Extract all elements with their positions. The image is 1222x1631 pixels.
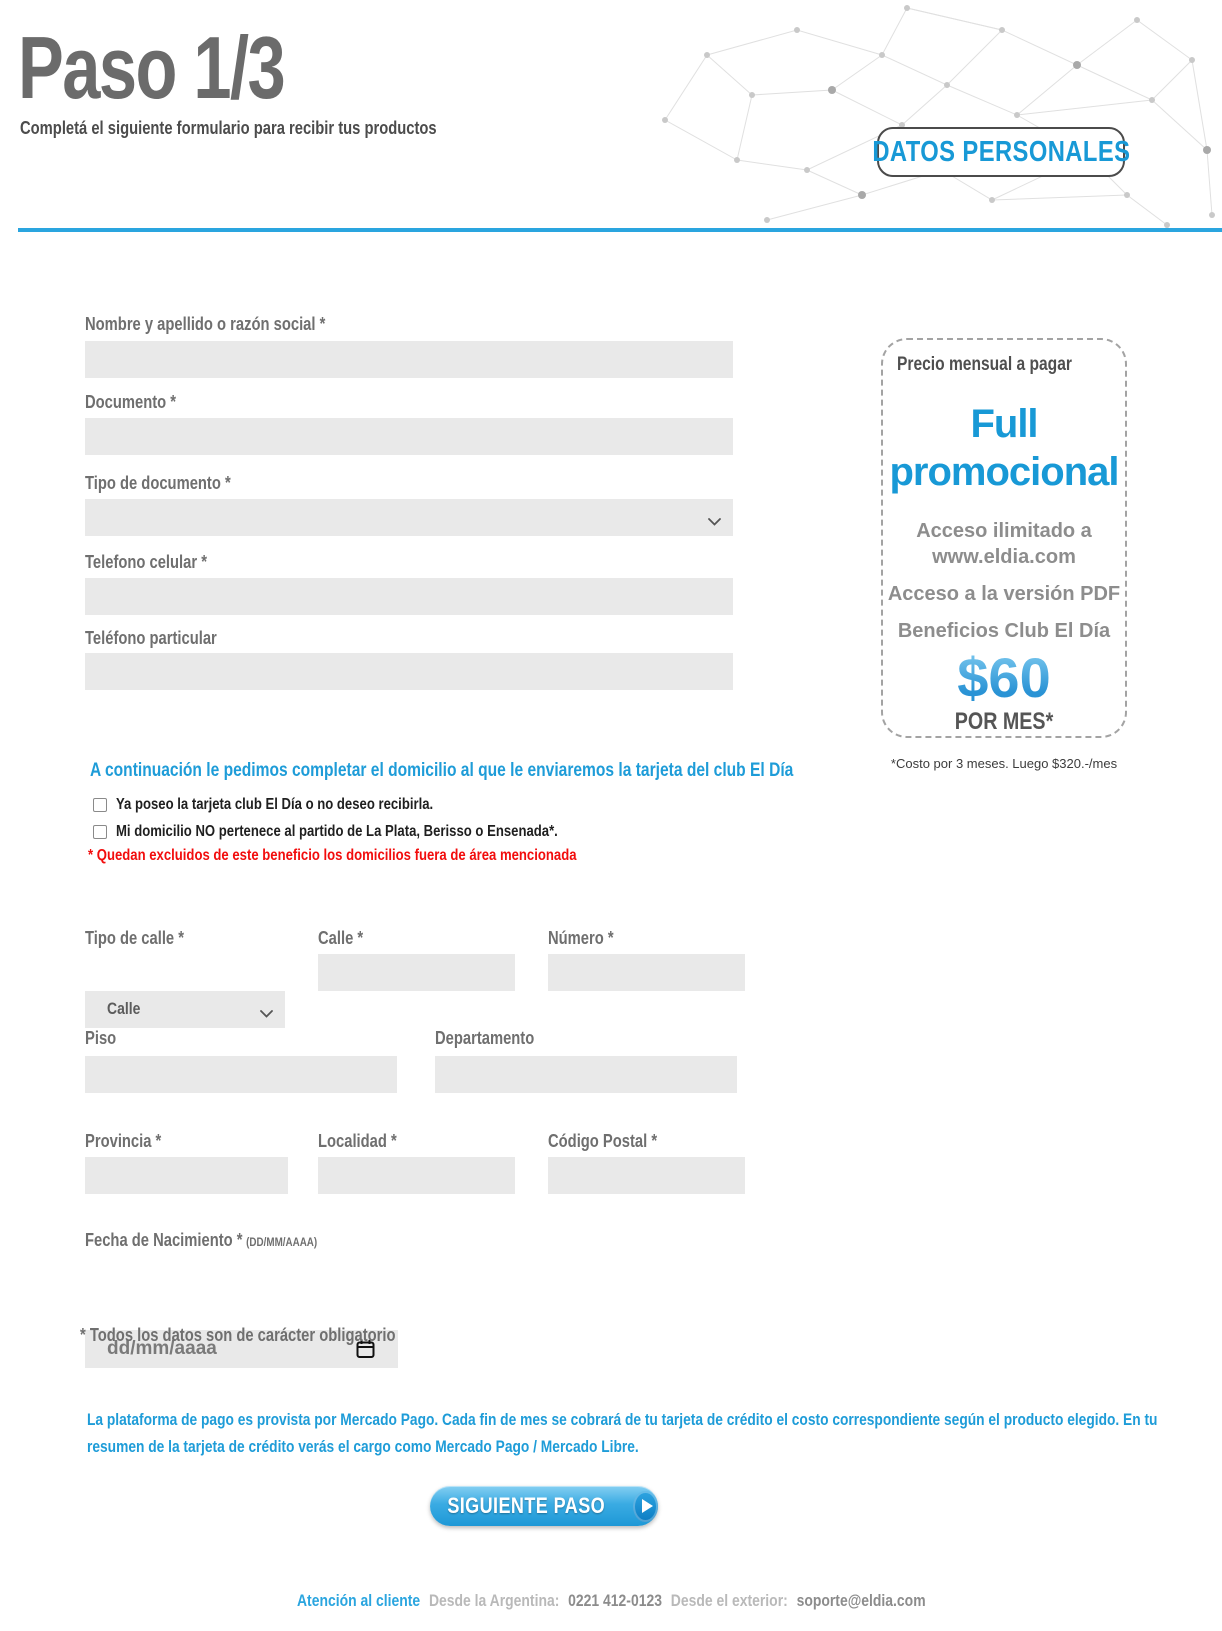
province-label: Provincia * xyxy=(85,1131,162,1151)
payment-note: La plataforma de pago es provista por Mercado Pago. Cada fin de mes se cobrará de tu tarjeta de crédito el costo correspondiente según el producto elegido. En tu resumen de la tarjeta de crédito verás el cargo como Mercado Pago / Mercado Libre. xyxy=(87,1410,1158,1456)
birthdate-label-wrap xyxy=(85,1230,368,1251)
plan-benefit: Acceso a la versión PDF xyxy=(887,583,1121,605)
chevron-down-icon xyxy=(708,513,721,531)
locality-input[interactable] xyxy=(318,1157,515,1194)
document-type-label: Tipo de documento * xyxy=(85,473,231,493)
price-footnote: *Costo por 3 meses. Luego $320.-/mes xyxy=(890,756,1118,771)
number-label: Número * xyxy=(548,928,614,948)
has-card-row xyxy=(93,796,503,814)
street-type-label: Tipo de calle * xyxy=(85,928,184,948)
locality-label: Localidad * xyxy=(318,1131,397,1151)
cellphone-input[interactable] xyxy=(85,578,733,615)
document-input[interactable] xyxy=(85,418,733,455)
mandatory-note: * Todos los datos son de carácter obligatorio xyxy=(80,1325,396,1345)
page-subtitle-wrap xyxy=(20,118,528,139)
postal-code-label: Código Postal * xyxy=(548,1131,658,1151)
postal-code-input[interactable] xyxy=(548,1157,745,1194)
footer-exterior-label: Desde el exterior: xyxy=(670,1591,788,1610)
street-label: Calle * xyxy=(318,928,364,948)
outside-area-row xyxy=(93,823,655,841)
birthdate-label: Fecha de Nacimiento * xyxy=(85,1230,243,1250)
network-decoration xyxy=(647,0,1222,230)
footer-phone: 0221 412-0123 xyxy=(567,1591,662,1610)
apartment-label: Departamento xyxy=(435,1028,535,1048)
has-card-checkbox[interactable] xyxy=(93,798,107,812)
price-panel xyxy=(881,338,1127,738)
exclusion-note: * Quedan excluidos de este beneficio los domicilios fuera de área mencionada xyxy=(88,847,577,864)
floor-input[interactable] xyxy=(85,1056,397,1093)
birthdate-format-hint: (DD/MM/AAAA) xyxy=(246,1235,318,1249)
page-title: Paso 1/3 xyxy=(18,18,285,117)
section-badge xyxy=(871,127,1131,177)
section-badge-text: DATOS PERSONALES xyxy=(871,135,1131,168)
street-type-select[interactable] xyxy=(85,991,285,1028)
mandatory-note-wrap xyxy=(80,1325,465,1346)
page-title-wrap xyxy=(18,18,359,117)
play-icon xyxy=(633,1491,658,1522)
next-step-label: SIGUIENTE PASO xyxy=(447,1493,606,1518)
footer-support-label: Atención al cliente xyxy=(296,1591,420,1610)
address-section-heading: A continuación le pedimos completar el domicilio al que le enviaremos la tarjeta del club El Día xyxy=(90,760,794,781)
cellphone-label: Telefono celular * xyxy=(85,552,207,572)
footer-argentina-label: Desde la Argentina: xyxy=(428,1591,560,1610)
plan-benefits xyxy=(883,518,1125,644)
chevron-down-icon xyxy=(260,1005,273,1023)
page-subtitle: Completá el siguiente formulario para recibir tus productos xyxy=(20,118,437,138)
address-section-heading-wrap xyxy=(90,760,948,782)
document-type-select[interactable] xyxy=(85,499,733,536)
footer xyxy=(0,1591,1222,1611)
has-card-label: Ya poseo la tarjeta club El Día o no deseo recibirla. xyxy=(116,796,434,813)
street-type-value: Calle xyxy=(107,999,141,1018)
footer-email: soporte@eldia.com xyxy=(796,1591,926,1610)
number-input[interactable] xyxy=(548,954,745,991)
home-phone-input[interactable] xyxy=(85,653,733,690)
name-label: Nombre y apellido o razón social * xyxy=(85,314,326,334)
outside-area-label: Mi domicilio NO pertenece al partido de La Plata, Berisso o Ensenada*. xyxy=(116,823,558,840)
document-label: Documento * xyxy=(85,392,177,412)
next-step-button[interactable] xyxy=(430,1486,658,1526)
outside-area-checkbox[interactable] xyxy=(93,825,107,839)
province-input[interactable] xyxy=(85,1157,288,1194)
apartment-input[interactable] xyxy=(435,1056,737,1093)
home-phone-label: Teléfono particular xyxy=(85,628,217,648)
plan-name: Full promocional xyxy=(889,402,1119,494)
plan-benefit: Acceso ilimitado a www.eldia.com xyxy=(916,520,1092,568)
plan-price: $60 xyxy=(883,650,1125,706)
street-input[interactable] xyxy=(318,954,515,991)
plan-benefit: Beneficios Club El Día xyxy=(897,620,1111,642)
price-panel-heading: Precio mensual a pagar xyxy=(897,354,1072,375)
exclusion-note-wrap xyxy=(88,847,684,865)
plan-period: POR MES* xyxy=(954,708,1054,735)
name-input[interactable] xyxy=(85,341,733,378)
floor-label: Piso xyxy=(85,1028,117,1048)
